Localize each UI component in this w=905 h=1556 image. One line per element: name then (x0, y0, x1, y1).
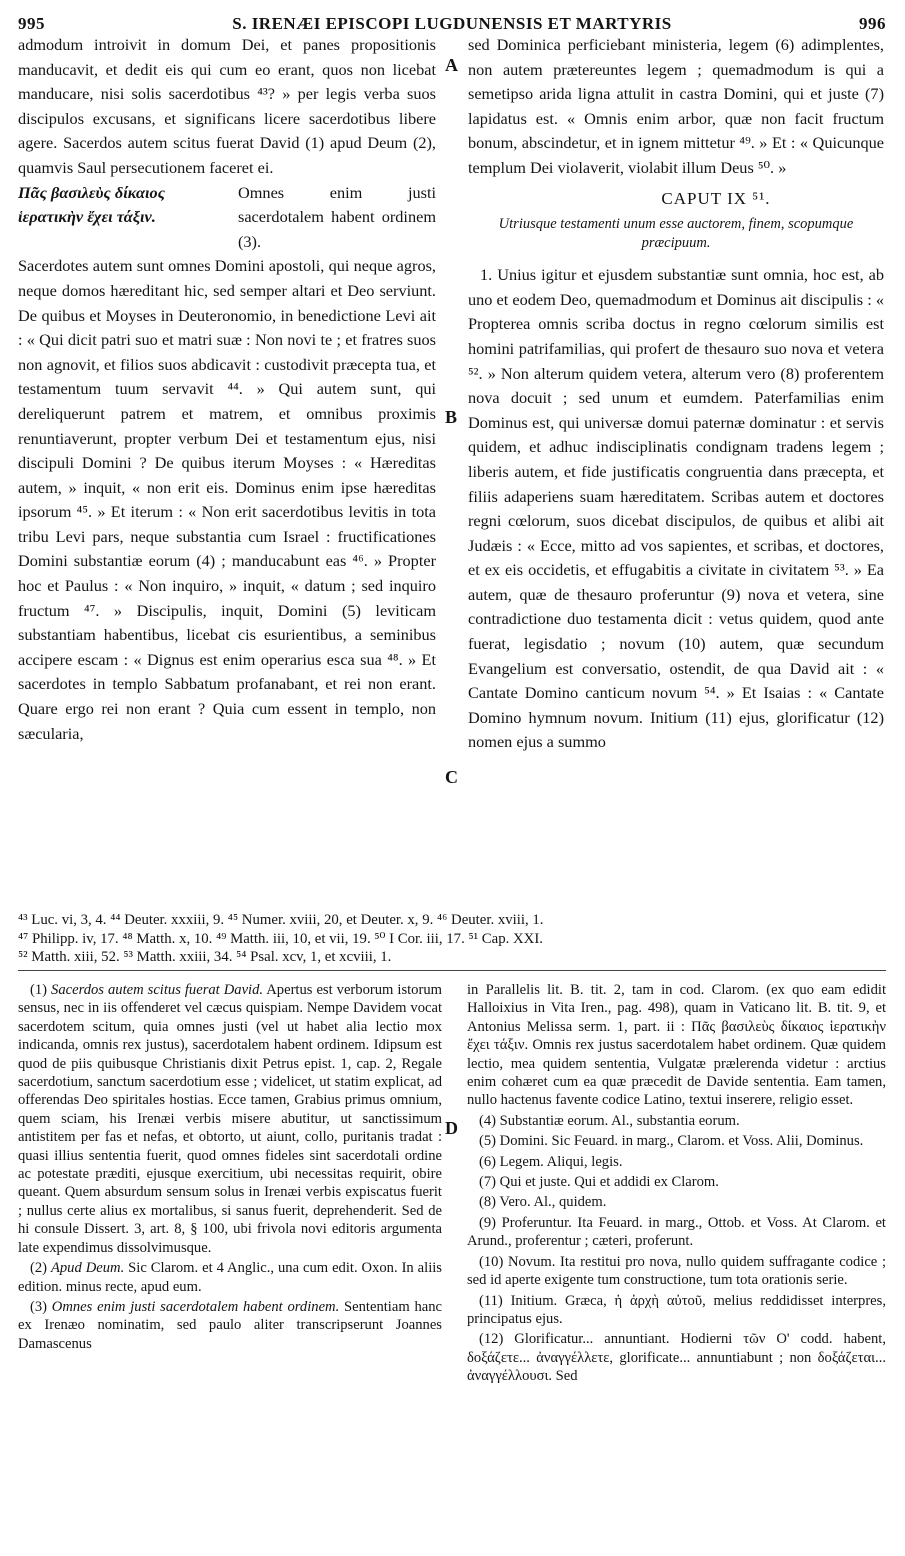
footnote-5: (5) Domini. Sic Feuard. in marg., Clarom. et Voss. Alii, Dominus. (479, 1133, 864, 1150)
reference-line: ⁴³ Luc. vi, 3, 4. ⁴⁴ Deuter. xxxiii, 9. ⁴⁵ Numer. xviii, 20, et Deuter. x, 9. ⁴⁶ Deuter. xviii, 1. (18, 912, 544, 928)
footnote-text: Sic Clarom. et 4 Anglic., una cum edit. Oxon. In aliis edition. minus recte, apud eum. (18, 1260, 442, 1295)
footnote-9: (9) Proferuntur. Ita Feuard. in marg., Ottob. et Voss. At Clarom. et Arund., proferentur ; cæteri, proferunt. (467, 1214, 886, 1250)
footnote-3-continued: in Parallelis lit. B. tit. 2, tam in cod. Clarom. (ex quo eam edidit Halloixius in Vita Iren., pag. 498), quam in Vaticano lit. B. tit. 9, et Antonius Melissa serm. 1, part. ii : Πᾶς βασιλεὺς δίκαιος ἱερατικὴν ἔχει τάξιν. Omnis rex justus sacerdotalem habet ordinem. Quæ quidem lectio, mea quidem sententia, Vulgatæ prælerenda videtur : arctius enim cohæret cum ea quæ præcedit de Davide sententia. Eam tamen, nullo hactenus favente codice Latino, textui inserere, religio esset. (467, 982, 886, 1109)
paragraph: 1. Unius igitur et ejusdem substantiæ sunt omnia, hoc est, ab uno et eodem Deo, quemadmodum et Dominus ait discipulis : « Propterea omnis scriba doctus in regno cœlorum similis est homini patrifamilias, qui profert de thesauro suo nova et vetera ⁵². » Non alterum quidem vetera, alterum vero (8) proferentem nova docuit ; sed unum et eumdem. Paterfamilias enim Dominus est, qui universæ domui paternæ dominatur : et servis quidem, et adhuc indisciplinatis condignam tradens legem ; liberis autem, et fide justificatis congruentia dans præcepta, et filiis adaperiens suam hæreditatem. Scribas autem et doctores regni cœlorum, suos dicebat discipulos, de quibus et alibi ait Judæis : « Ecce, mitto ad vos sapientes, et scribas, et doctores, et ex eis occidetis, et effugabitis a civitate in civitatem ⁵³. » Ea autem, quæ de thesauro proferuntur (9) nova et vetera, sine contradictione duo testamenta dicit : vetus quidem, quod ante fuerat, legisdatio ; novum (10) autem, quæ secundum Evangelium est conversatio, ostendit, de qua David ait : « Cantate Domino canticum novum ⁵⁴. » Et Isaias : « Cantate Domino hymnum novum. Initium (11) ejus, glorificatur (12) nomen ejus a summo (468, 265, 884, 752)
footnote-12: (12) Glorificatur... annuntiant. Hodierni τῶν Ο' codd. habent, δοξάζετε... ἀναγγέλλετε, glorificate... annuntiabunt ; non δοξάζεται... ἀναγγέλλουσι. Sed (467, 1331, 886, 1385)
page-number-right: 996 (859, 14, 886, 33)
paragraph: Sacerdotes autem sunt omnes Domini apostoli, qui neque agros, neque domos hæreditant hic, sed semper altari et Deo serviunt. De quibus et Moyses in Deuteronomio, in benedictione Levi ait : « Qui dicit patri suo et matri suæ : Non novi te ; et fratres suos non agnovit, et filios suos abdicavit : custodivit præcepta tua, et testamentum tuum servavit ⁴⁴. » Qui autem sunt, qui dereliquerunt patrem et matrem, et omnibus proximis renuntiaverunt, propter verbum Dei et testamentum ejus, nisi discipuli Domini ? De quibus iterum Moyses : « Hæreditas autem, » inquit, « non erit eis. Dominus enim ipse hæreditas ipsorum ⁴⁵. » Et iterum : « Non erit sacerdotibus levitis in tota tribu Levi pars, neque substantia cum Israel : fructificationes Domini substantiæ eorum (4) ; manducabunt eas ⁴⁶. » Propter hoc et Paulus : « Non inquiro, » inquit, « datum ; sed inquiro fructum ⁴⁷. » Discipulis, inquit, Domini (5) leviticam substantiam habentibus, licebat cis esurientibus, a seminibus accipere escam : « Dignus est enim operarius esca sua ⁴⁸. » Et sacerdotes in templo Sabbatum profanabant, et rei non erant. Quare ergo rei non erant ? Quia cum essent in templo, non sæcularia, (18, 256, 436, 743)
reference-line: ⁴⁷ Philipp. iv, 17. ⁴⁸ Matth. x, 10. ⁴⁹ Matth. iii, 10, et vii, 19. ⁵⁰ I Cor. iii, 17. ⁵¹ Cap. XXI. (18, 930, 543, 947)
margin-letter-a: A (445, 55, 458, 75)
latin-quote: Omnes enim justi sacerdotalem habent ordinem (3). (238, 182, 436, 251)
footnote-lemma: Apud Deum. (50, 1260, 125, 1277)
chapter-subtitle: Utriusque testamenti unum esse auctorem, finem, scopumque præcipuum. (498, 216, 854, 252)
footnote-7: (7) Qui et juste. Qui et addidi ex Clarom. (479, 1174, 719, 1191)
page-number-left: 995 (18, 14, 45, 33)
margin-letter-b: B (445, 407, 458, 427)
paragraph: admodum introivit in domum Dei, et panes propositionis manducavit, et dedit eis qui cum eo erant, quos non licebat manducare, nisi solis sacerdotibus ⁴³? » per legis verba suos discipulos excusans, et significans licere sacerdotibus libere agere. Sacerdos autem scitus fuerat David (1) apud Deum (2), quamvis Saul persecutionem faceret ei. (18, 35, 436, 177)
running-title: S. IRENÆI EPISCOPI LUGDUNENSIS ET MARTYRIS (232, 14, 672, 33)
footnote-lemma: Sacerdos autem scitus fuerat David. (51, 982, 264, 998)
main-text-right-column (468, 33, 884, 755)
footnote-6: (6) Legem. Aliqui, legis. (479, 1153, 623, 1170)
chapter-title: CAPUT IX ⁵¹. (661, 188, 771, 208)
reference-line: ⁵² Matth. xiii, 52. ⁵³ Matth. xxiii, 34. ⁵⁴ Psal. xcv, 1, et xcviii, 1. (18, 949, 392, 965)
footnote-lemma: Omnes enim justi sacerdotalem habent ordinem. (51, 1298, 340, 1315)
footnote-text: Sententiam hanc ex Irenæo nominatim, sed paulo aliter transcripserunt Joannes Damascenus (18, 1298, 443, 1352)
footnote-11: (11) Initium. Græca, ἡ ἀρχὴ αὐτοῦ, melius reddidisset interpres, principatus ejus. (467, 1292, 886, 1327)
footnote-8: (8) Vero. Al., quidem. (479, 1194, 607, 1211)
divider (18, 970, 886, 971)
footnote-4: (4) Substantiæ eorum. Al., substantia eorum. (479, 1112, 740, 1129)
footnote-10: (10) Novum. Ita restitui pro nova, nullo quidem suffragante codice ; sed id aperte exigente tum constructione, tum tota orationis serie. (467, 1253, 886, 1289)
margin-letter-d: D (445, 1118, 458, 1138)
footnote-2: (2) Apud Deum. Sic Clarom. et 4 Anglic., una cum edit. Oxon. In aliis edition. minus recte, apud eum. (18, 1260, 442, 1295)
greek-latin-gloss (18, 181, 436, 255)
scripture-references (18, 911, 888, 967)
greek-quote: Πᾶς βασιλεὺς δίκαιος ἱερατικὴν ἔχει τάξιν. (18, 182, 165, 227)
footnote-text: Apertus est verborum istorum sensus, nec in iis offenderet vel cæcus quispiam. Nempe Davidem vocat sacerdotem scitum, quia omnes justi (vel ut habet alia lectio mox indicanda, omnis rex justus), sacerdotalem habent ordinem. Idipsum est quod de piis quibusque Christianis dixit Petrus epist. 1, cap. 2, Regale sacerdotium, sanctum sacerdotium esse ; videlicet, ut statim explicat, ad offerendas Deo spiritales hostias. Ecce tamen, Grabius primus omnium, quem sciam, his Irenæi verbis misere abutitur, ut sanctissimum antistitem per fas et nefas, et obtorto, ut aiunt, collo, puritanis tradat : quasi illius sententia fuerit, quod omnes fideles sint sacerdotali ordine ac potestate præditi, ejusque exercitium, ubi necessitas requirit, obire queant. Quem absurdum sensum solus in Irenæi verbis expiscatus fuerit ; nullus certe alius ex mortalibus, si sanus fuerit, deprehenderit. Sed de hi consule Dissert. 3, art. 8, § 100, ubi frivola novi editoris argumenta late expendimus dissolvimusque. (18, 982, 442, 1256)
running-header (18, 8, 886, 36)
footnotes-right-column (467, 981, 886, 1388)
footnote-1: (1) Sacerdos autem scitus fuerat David. Apertus est verborum istorum sensus, nec in iis offenderet vel cæcus quispiam. Nempe Davidem vocat sacerdotem scitum, quia omnes justi (vel ut habet alia lectio mox indicanda, omnis rex justus), sacerdotalem habent ordinem. Idipsum est quod de piis quibusque Christianis dixit Petrus epist. 1, cap. 2, Regale sacerdotium, sanctum sacerdotium esse ; videlicet, ut statim explicat, ad offerendas Deo spiritales hostias. Ecce tamen, Grabius primus omnium, quem sciam, his Irenæi verbis misere abutitur, ut sanctissimum antistitem per fas et nefas, et obtorto, ut aiunt, collo, puritanis tradat : quasi illius sententia fuerit, quod omnes fideles sint sacerdotali ordine ac potestate præditi, ejusque exercitium, ubi necessitas requirit, obire queant. Quem absurdum sensum solus in Irenæi verbis expiscatus fuerit ; nullus certe alius ex mortalibus, si sanus fuerit, deprehenderit. Sed de hi consule Dissert. 3, art. 8, § 100, ubi frivola novi editoris argumenta late expendimus dissolvimusque. (18, 982, 442, 1256)
margin-letter-c: C (445, 767, 458, 787)
footnote-3: (3) Omnes enim justi sacerdotalem habent ordinem. Sententiam hanc ex Irenæo nominatim, sed paulo aliter transcripserunt Joannes Damascenus (18, 1298, 443, 1352)
paragraph: sed Dominica perficiebant ministeria, legem (6) adimplentes, non autem prætereuntes legem ; quemadmodum is qui a semetipso arida ligna attulit in castra Domini, qui et juste (7) lapidatus est. « Omnis enim arbor, quæ non facit fructum bonum, abscindetur, et in ignem mittetur ⁴⁹. » Et : « Quicunque templum Dei violaverit, violabit illum Deus ⁵⁰. » (468, 35, 884, 177)
footnotes-left-column (18, 981, 442, 1355)
main-text-left-column (18, 33, 436, 746)
